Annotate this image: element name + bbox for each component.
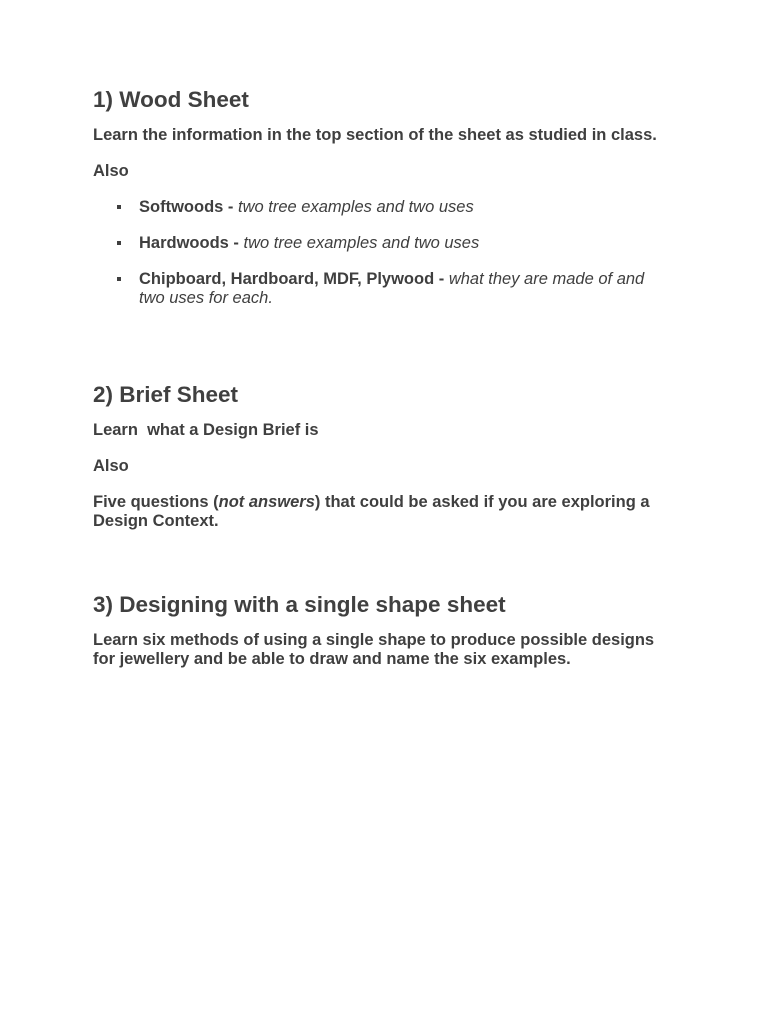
bullet-description: two tree examples and two uses bbox=[243, 234, 480, 252]
section-brief-sheet bbox=[93, 382, 673, 531]
bullet-term: Chipboard, Hardboard, MDF, Plywood - bbox=[139, 270, 449, 288]
section-intro: Learn the information in the top section of the sheet as studied in class. bbox=[93, 126, 657, 144]
list-item bbox=[93, 234, 673, 253]
section-heading: 1) Wood Sheet bbox=[93, 87, 249, 112]
also-label: Also bbox=[93, 162, 129, 180]
section-single-shape-sheet bbox=[93, 592, 673, 669]
list-item bbox=[93, 270, 673, 308]
section-wood-sheet bbox=[93, 87, 673, 325]
also-label: Also bbox=[93, 457, 129, 475]
questions-text-end: ) that could be asked if you are exploring a Design Context. bbox=[93, 493, 650, 530]
bullet-term: Hardwoods - bbox=[139, 234, 244, 252]
section-intro: Learn six methods of using a single shape to produce possible designs for jewellery and be able to draw and name the six examples. bbox=[93, 631, 655, 668]
section-heading: 3) Designing with a single shape sheet bbox=[93, 592, 506, 617]
questions-emphasis: not answers bbox=[218, 493, 315, 511]
questions-text bbox=[93, 493, 673, 531]
bullet-term: Softwoods - bbox=[139, 198, 238, 216]
section-heading: 2) Brief Sheet bbox=[93, 382, 239, 407]
bullet-marker-icon bbox=[117, 205, 121, 209]
section-intro: Learn what a Design Brief is bbox=[93, 421, 319, 439]
bullet-marker-icon bbox=[117, 241, 121, 245]
bullet-marker-icon bbox=[117, 277, 121, 281]
list-item bbox=[93, 198, 673, 217]
bullet-description: what they are made of and two uses for each. bbox=[139, 270, 645, 307]
questions-text-start: Five questions ( bbox=[93, 493, 219, 511]
bullet-description: two tree examples and two uses bbox=[237, 198, 474, 216]
bullet-list bbox=[93, 198, 673, 308]
